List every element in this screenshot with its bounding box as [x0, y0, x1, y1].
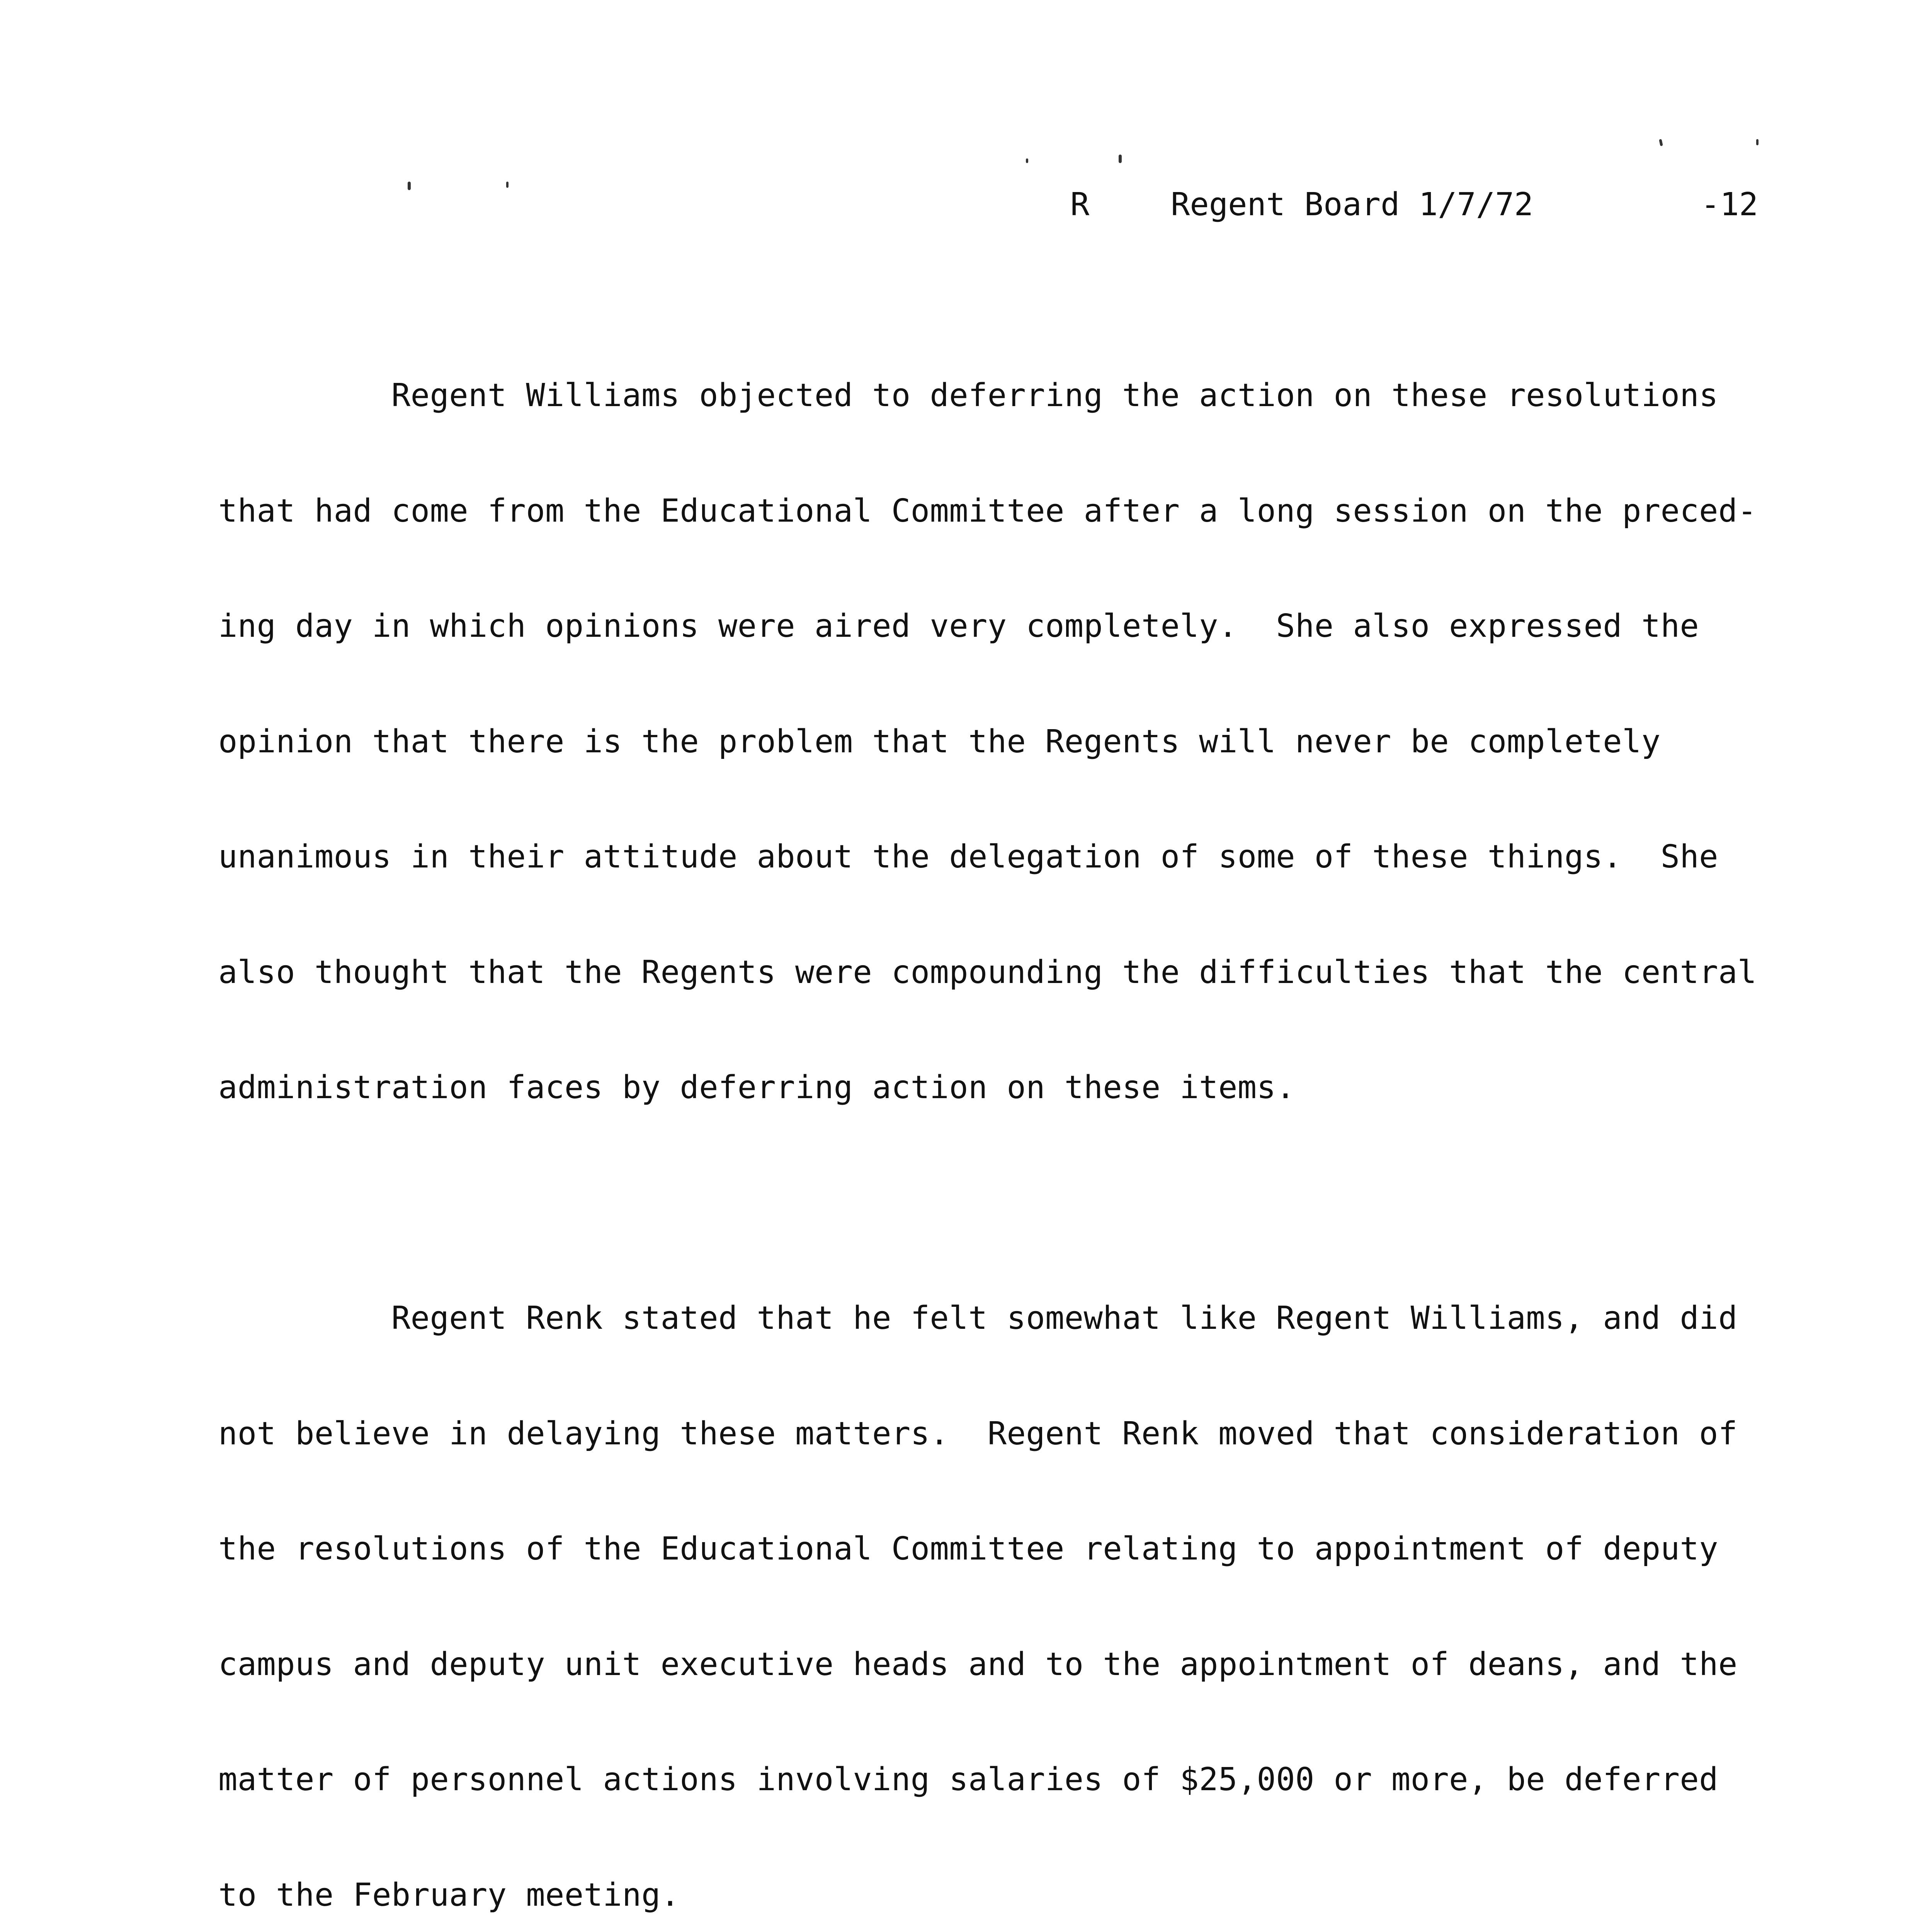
text-line: Regent Renk stated that he felt somewhat like Regent Williams, and did: [218, 1300, 1738, 1337]
text-line: ing day in which opinions were aired very completely. She also expressed the: [218, 608, 1699, 645]
minutes-body: [218, 299, 1764, 1932]
paragraph-williams: [218, 299, 1764, 1184]
scan-speck: [1026, 158, 1028, 163]
text-line: administration faces by deferring action on these items.: [218, 1069, 1296, 1106]
text-line: unanimous in their attitude about the delegation of some of these things. She: [218, 838, 1718, 875]
scan-speck: [1756, 139, 1759, 145]
paragraph-renk: [218, 1222, 1764, 1932]
text-line: campus and deputy unit executive heads and to the appointment of deans, and the: [218, 1646, 1738, 1683]
text-line: opinion that there is the problem that the Regents will never be completely: [218, 723, 1661, 760]
header-page-number: -12: [1701, 186, 1758, 223]
text-line: Regent Williams objected to deferring the action on these resolutions: [218, 377, 1718, 414]
text-line: not believe in delaying these matters. Regent Renk moved that consideration of: [218, 1415, 1738, 1452]
text-line: also thought that the Regents were compounding the difficulties that the central: [218, 954, 1757, 991]
text-line: to the February meeting.: [218, 1876, 680, 1913]
text-line: the resolutions of the Educational Committee relating to appointment of deputy: [218, 1531, 1718, 1567]
scan-speck: [408, 182, 411, 190]
header-mark: R: [1070, 186, 1090, 223]
scan-speck: [1119, 155, 1122, 163]
text-line: that had come from the Educational Committee after a long session on the preced-: [218, 492, 1757, 529]
text-line: matter of personnel actions involving salaries of $25,000 or more, be deferred: [218, 1761, 1718, 1798]
scan-speck: [506, 182, 509, 188]
page-header: [1070, 182, 1758, 228]
header-title: Regent Board 1/7/72: [1171, 186, 1533, 223]
scan-speck: [1659, 139, 1663, 146]
